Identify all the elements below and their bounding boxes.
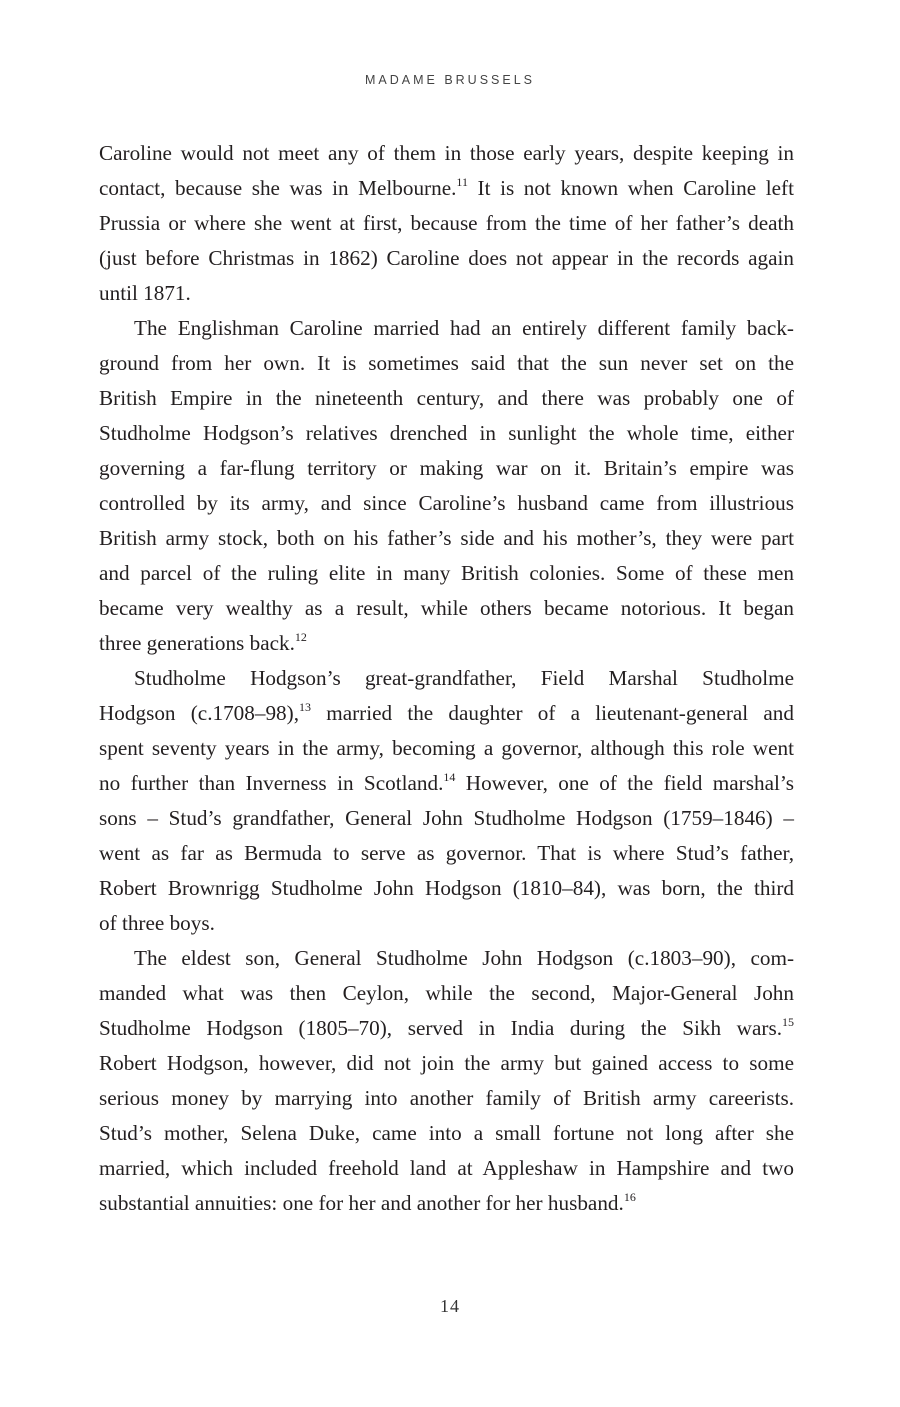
text-line: The eldest son, General Studholme John Hodgson (c.1803–90), com- xyxy=(134,946,794,970)
paragraph-2 xyxy=(99,311,794,661)
footnote-ref-12: 12 xyxy=(294,630,307,644)
text-line: Robert Hodgson, however, did not join the army but gained access to some xyxy=(99,1051,794,1075)
text-line: Studholme Hodgson’s relatives drenched in sunlight the whole time, either xyxy=(99,421,794,445)
text-line: Caroline would not meet any of them in those early years, despite keeping in xyxy=(99,141,794,165)
text-line: British Empire in the nineteenth century, and there was probably one of xyxy=(99,386,794,410)
text-line: Studholme Hodgson’s great-grandfather, Field Marshal Studholme xyxy=(134,666,794,690)
text-line: of three boys. xyxy=(99,911,215,935)
paragraph-3 xyxy=(99,661,794,941)
paragraph-4 xyxy=(99,941,794,1221)
footnote-ref-16: 16 xyxy=(623,1190,636,1204)
text-line: The Englishman Caroline married had an entirely different family back- xyxy=(134,316,794,340)
footnote-ref-14: 14 xyxy=(443,770,456,784)
text-line: (just before Christmas in 1862) Caroline does not appear in the records again xyxy=(99,246,794,270)
text-line: substantial annuities: one for her and another for her husband.$^{16}$ xyxy=(99,1190,636,1215)
footnote-ref-13: 13 xyxy=(299,700,311,714)
text-line: Robert Brownrigg Studholme John Hodgson (1810–84), was born, the third xyxy=(99,876,794,900)
text-line: controlled by its army, and since Caroline’s husband came from illustrious xyxy=(99,491,794,515)
body-text xyxy=(99,136,794,1221)
page-number: 14 xyxy=(440,1296,460,1316)
text-line: British army stock, both on his father’s side and his mother’s, they were part xyxy=(99,526,794,550)
running-head: MADAME BRUSSELS xyxy=(364,73,536,87)
text-line: Stud’s mother, Selena Duke, came into a small fortune not long after she xyxy=(99,1121,794,1145)
text-line: ground from her own. It is sometimes said that the sun never set on the xyxy=(99,351,794,375)
paragraph-1 xyxy=(99,136,794,311)
footnote-ref-15: 15 xyxy=(782,1015,794,1029)
text-line: Prussia or where she went at first, because from the time of her father’s death xyxy=(99,211,794,235)
text-line: sons – Stud’s grandfather, General John Studholme Hodgson (1759–1846) – xyxy=(99,806,794,830)
text-line: Hodgson (c.1708–98),$^{13}$ married the daughter of a lieutenant-general and xyxy=(99,700,794,725)
text-line: three generations back.$^{12}$ xyxy=(99,630,307,655)
text-line: manded what was then Ceylon, while the second, Major-General John xyxy=(99,981,794,1005)
text-line: governing a far-flung territory or making war on it. Britain’s empire was xyxy=(99,456,794,480)
text-line: became very wealthy as a result, while others became notorious. It began xyxy=(99,596,794,620)
text-line: and parcel of the ruling elite in many British colonies. Some of these men xyxy=(99,561,794,585)
text-line: until 1871. xyxy=(99,281,191,305)
text-line: no further than Inverness in Scotland.$^{14}$ However, one of the field marshal’s xyxy=(99,770,794,795)
text-line: contact, because she was in Melbourne.$^{11}$ It is not known when Caroline left xyxy=(99,175,794,200)
text-line: married, which included freehold land at Appleshaw in Hampshire and two xyxy=(99,1156,794,1180)
text-line: serious money by marrying into another family of British army careerists. xyxy=(99,1086,794,1110)
text-line: Studholme Hodgson (1805–70), served in India during the Sikh wars.$^{15}$ xyxy=(99,1015,794,1040)
text-line: went as far as Bermuda to serve as governor. That is where Stud’s father, xyxy=(99,841,794,865)
text-line: spent seventy years in the army, becoming a governor, although this role went xyxy=(99,736,794,760)
footnote-ref-11: 11 xyxy=(456,175,468,189)
